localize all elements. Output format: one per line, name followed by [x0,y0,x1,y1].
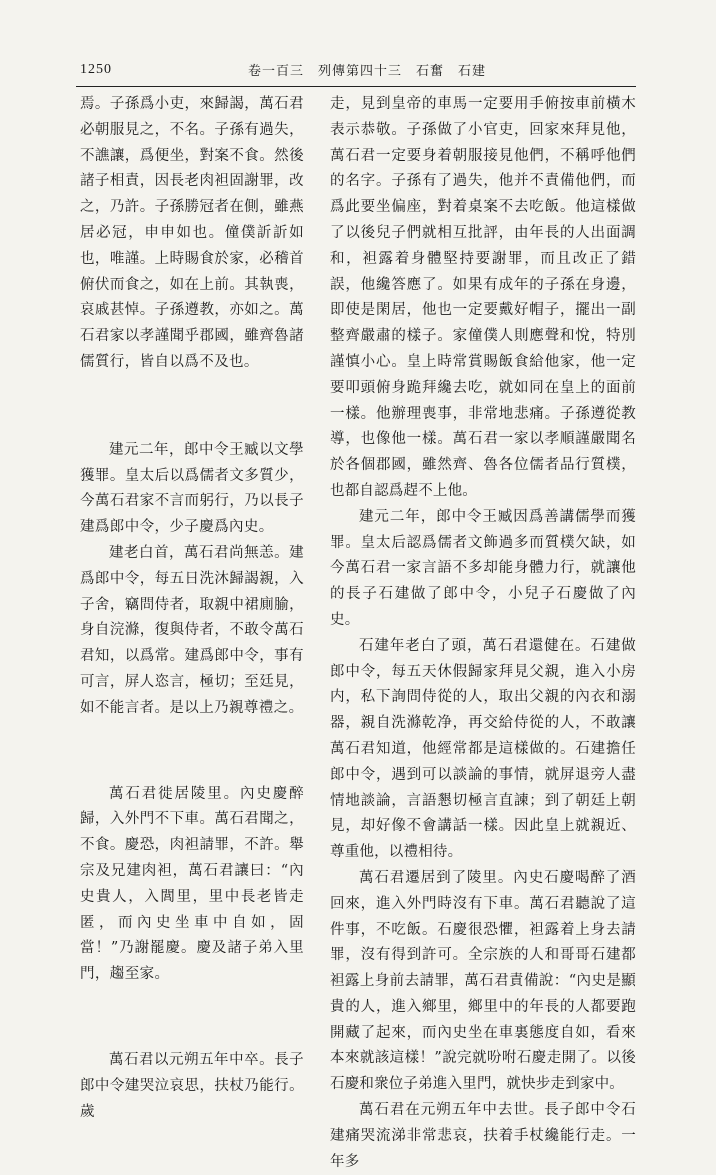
classical-paragraph-2: 建元二年，郎中令王臧以文學獲罪。皇太后以爲儒者文多質少，今萬石君家不言而躬行，乃以長子建爲郎中令，少子慶爲內史。 [80,441,304,536]
classical-text-column [80,92,304,1125]
classical-paragraph-4: 萬石君徙居陵里。內史慶醉歸，入外門不下車。萬石君聞之，不食。慶恐，肉袒請罪，不許。舉宗及兄建肉袒，萬石君讓曰：“內史貴人，入閭里，里中長老皆走匿，而內史坐車中自如，固當！”乃謝罷慶。慶及諸子弟入里門，趨至家。 [80,785,304,983]
page-number: 1250 [80,62,112,77]
running-title: 卷一百三 列傳第四十三 石奮 石建 [248,64,487,79]
classical-paragraph-5: 萬石君以元朔五年中卒。長子郎中令建哭泣哀思，扶杖乃能行。歲 [80,1051,304,1120]
translation-paragraph-3: 石建年老白了頭，萬石君還健在。石建做郎中令，每五天休假歸家拜見父親，進入小房内，私下詢問侍從的人，取出父親的內衣和溺器，親自洗滌乾净，再交給侍從的人，不敢讓萬石君知道，他經常都是這樣做的。石建擔任郎中令，遇到可以談論的事情，就屏退旁人盡情地談論，言語懇切極言直諫；到了朝廷上朝見，却好像不會講話一樣。因此皇上就親近、尊重他，以禮相待。 [330,637,636,861]
translation-paragraph-2: 建元二年，郎中令王臧因爲善講儒學而獲罪。皇太后認爲儒者文飾過多而質樸欠缺，如今萬石君一家言語不多却能身體力行，就讓他的長子石建做了郎中令，小兒子石慶做了內史。 [330,508,636,628]
classical-paragraph-1: 焉。子孫爲小吏，來歸謁，萬石君必朝服見之，不名。子孫有過失，不譙讓，爲便坐，對案不食。然後諸子相責，因長老肉袒固謝罪，改之，乃許。子孫勝冠者在側，雖燕居必冠，申申如也。僮僕訢訢如也，唯謹。上時賜食於家，必稽首俯伏而食之，如在上前。其執喪，哀戚甚悼。子孫遵教，亦如之。萬石君家以孝謹聞乎郡國，雖齊魯諸儒質行，皆自以爲不及也。 [80,96,304,370]
header-rule [76,86,636,87]
translation-paragraph-5: 萬石君在元朔五年中去世。長子郎中令石建痛哭流涕非常悲哀，扶着手杖纔能行走。一年多 [330,1102,636,1170]
modern-translation-column [330,92,636,1175]
translation-paragraph-1: 走，見到皇帝的車馬一定要用手俯按車前橫木表示恭敬。子孫做了小官吏，回家來拜見他，萬石君一定要身着朝服接見他們，不稱呼他們的名字。子孫有了過失，他并不責備他們，而爲此要坐偏座，對着桌案不去吃飯。他這樣做了以後兒子們就相互批評，由年長的人出面調和，袒露着身體堅持要謝罪，而且改正了錯誤，他纔答應了。如果有成年的子孫在身邊，即使是閑居，他也一定要戴好帽子，擺出一副整齊嚴肅的樣子。家僮僕人則應聲和悅，特別謹慎小心。皇上時常賞賜飯食給他家，他一定要叩頭俯身跪拜纔去吃，就如同在皇上的面前一樣。他辦理喪事，非常地悲痛。子孫遵從教導，也像他一樣。萬石君一家以孝順謹嚴聞名於各個郡國，雖然齊、魯各位儒者品行質樸，也都自認爲趕不上他。 [330,96,636,499]
classical-paragraph-3: 建老白首，萬石君尚無恙。建爲郎中令，每五日洗沐歸謁親，入子舍，竊問侍者，取親中裙廁腧，身自浣滌，復與侍者，不敢令萬石君知，以爲常。建爲郎中令，事有可言，屏人恣言，極切；至廷見，如不能言者。是以上乃親尊禮之。 [80,544,304,716]
page-header [0,0,716,90]
translation-paragraph-4: 萬石君遷居到了陵里。內史石慶喝醉了酒回來，進入外門時沒有下車。萬石君聽說了這件事，不吃飯。石慶很恐懼，袒露着上身去請罪，沒有得到許可。全宗族的人和哥哥石建都袒露上身前去請罪，萬石君責備說：“內史是顯貴的人，進入鄉里，鄉里中的年長的人都要跑開藏了起來，而內史坐在車裏態度自如，看來本來就該這樣！”說完就吩咐石慶走開了。以後石慶和衆位子弟進入里門，就快步走到家中。 [330,869,636,1093]
